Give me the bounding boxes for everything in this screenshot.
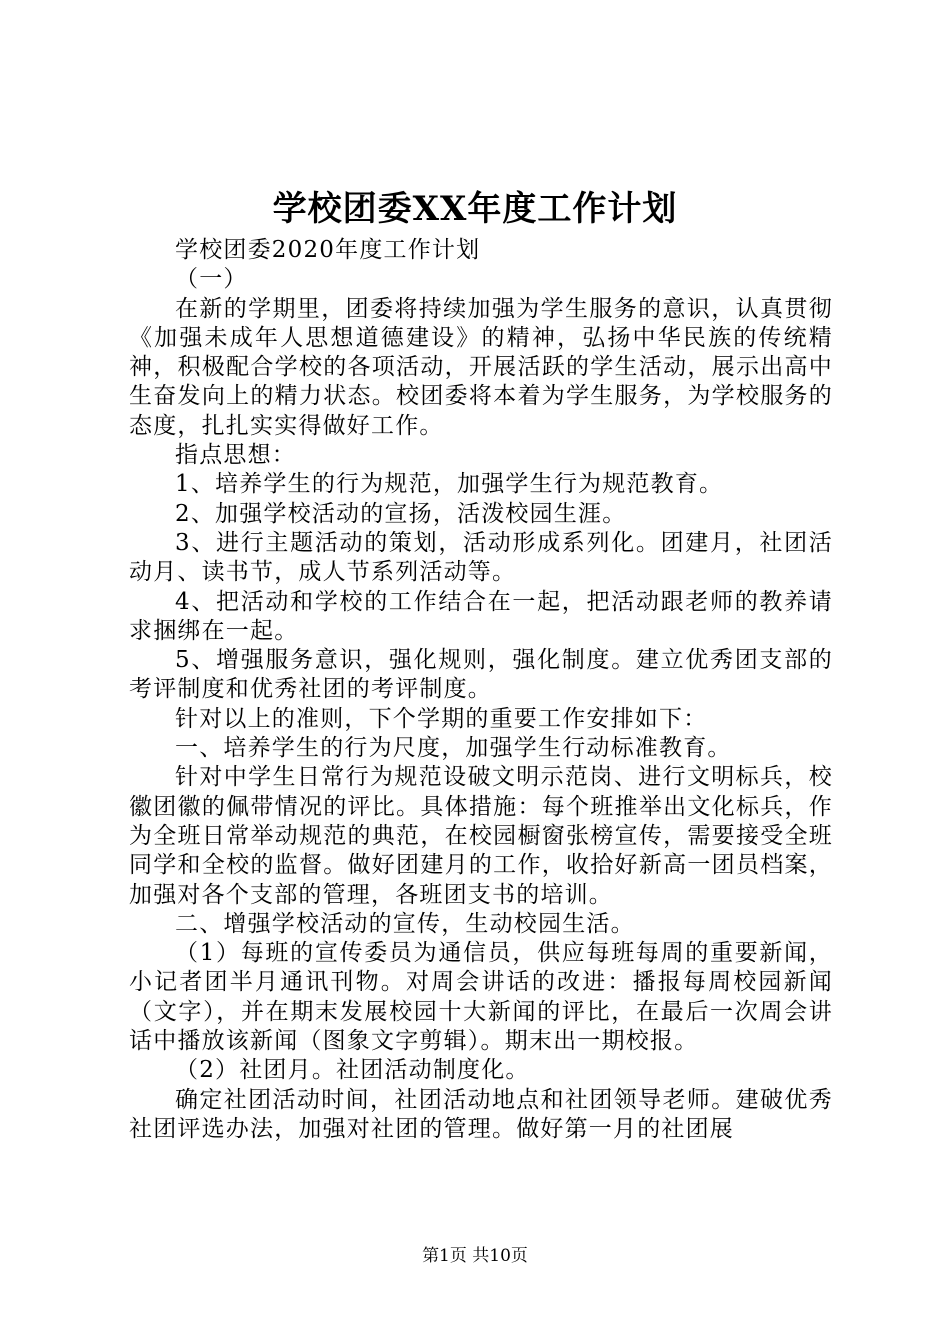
paragraph-item-1: 1、培养学生的行为规范，加强学生行为规范教育。 [175,471,724,498]
paragraph-club-details: 确定社团活动时间，社团活动地点和社团领导老师。建破优秀社团评选办法，加强对社团的管理。做好第一月的社团展 [129,1086,833,1142]
paragraph-item-2: 2、加强学校活动的宣扬，活泼校园生涯。 [175,500,627,527]
paragraph-item-3: 3、进行主题活动的策划，活动形成系列化。团建月，社团活动月、读书节，成人节系列活动等。 [129,529,833,586]
document-body [129,236,833,1144]
paragraph-intro: 在新的学期里，团委将持续加强为学生服务的意识，认真贯彻《加强未成年人思想道德建设》的精神，弘扬中华民族的传统精神，积极配合学校的各项活动，开展活跃的学生活动，展示出高中生奋发向上的精力状态。校团委将本着为学生服务，为学校服务的态度，扎扎实实得做好工作。 [129,295,833,439]
paragraph-club-month: （2）社团月。社团活动制度化。 [175,1057,530,1084]
paragraph-heading-1: 一、培养学生的行为尺度，加强学生行动标准教育。 [175,735,732,762]
paragraph-heading-2: 二、增强学校活动的宣传，生动校园生活。 [175,910,635,937]
paragraph-measures: 针对中学生日常行为规范设破文明示范岗、进行文明标兵，校徽团徽的佩带情况的评比。具体措施：每个班推举出文化标兵，作为全班日常举动规范的典范，在校园橱窗张榜宣传，需要接受全班同学和全校的监督。做好团建月的工作，收拾好新高一团员档案，加强对各个支部的管理，各班团支书的培训。 [129,764,833,908]
page-footer: 第1页 共10页 [422,1246,528,1266]
paragraph-section-marker: （一） [175,266,248,293]
paragraph-arrangement: 针对以上的准则，下个学期的重要工作安排如下： [175,705,708,732]
paragraph-subtitle: 学校团委2020年度工作计划 [175,237,481,263]
paragraph-item-5: 5、增强服务意识，强化规则，强化制度。建立优秀团支部的考评制度和优秀社团的考评制度。 [129,647,833,703]
paragraph-item-4: 4、把活动和学校的工作结合在一起，把活动跟老师的教养请求捆绑在一起。 [129,588,833,644]
document-title: 学校团委XX年度工作计划 [272,189,678,229]
paragraph-guiding-thought: 指点思想： [175,442,296,469]
paragraph-news: （1）每班的宣传委员为通信员，供应每班每周的重要新闻，小记者团半月通讯刊物。对周会讲话的改进：播报每周校园新闻（文字），并在期末发展校园十大新闻的评比，在最后一次周会讲话中播放该新闻（图象文字剪辑）。期末出一期校报。 [129,940,833,1055]
